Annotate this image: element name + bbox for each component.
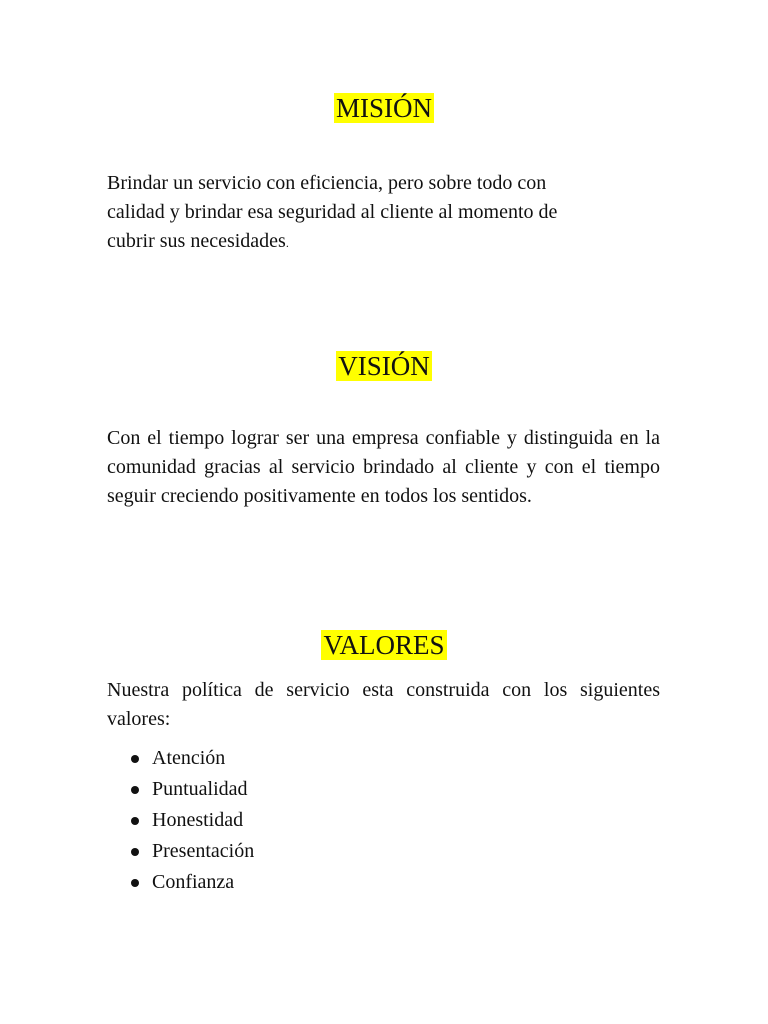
mission-line-1: Brindar un servicio con eficiencia, pero sobre todo con xyxy=(107,172,547,194)
bullet-icon xyxy=(131,755,139,763)
vision-title: VISIÓN xyxy=(338,351,430,381)
values-title: VALORES xyxy=(323,630,445,660)
bullet-icon xyxy=(131,817,139,825)
bullet-icon xyxy=(131,786,139,794)
values-list xyxy=(107,743,507,898)
mission-line-3-end: . xyxy=(285,235,289,250)
mission-line-2: calidad y brindar esa seguridad al cliente al momento de xyxy=(107,200,558,223)
values-item-label: Atención xyxy=(152,747,226,769)
values-item xyxy=(107,774,507,805)
values-item xyxy=(107,805,507,836)
mission-title: MISIÓN xyxy=(335,93,432,123)
values-item xyxy=(107,867,507,898)
values-item xyxy=(107,836,507,867)
values-item-label: Confianza xyxy=(152,871,235,893)
vision-heading xyxy=(0,348,768,384)
values-item-label: Presentación xyxy=(152,840,255,862)
vision-paragraph: Con el tiempo lograr ser una empresa confiable y distinguida en la comunidad gracias al servicio brindado al cliente y con el tiempo seguir creciendo positivamente en todos los sentidos. xyxy=(107,427,660,507)
mission-paragraph xyxy=(107,169,660,257)
values-item-label: Honestidad xyxy=(152,809,244,831)
values-item xyxy=(107,743,507,774)
mission-line-3: cubrir sus necesidades xyxy=(107,229,286,252)
bullet-icon xyxy=(131,879,139,887)
bullet-icon xyxy=(131,848,139,856)
values-intro: Nuestra política de servicio esta construida con los siguientes valores: xyxy=(107,679,660,730)
values-item-label: Puntualidad xyxy=(152,778,248,800)
mission-heading xyxy=(0,90,768,126)
values-heading xyxy=(0,627,768,663)
